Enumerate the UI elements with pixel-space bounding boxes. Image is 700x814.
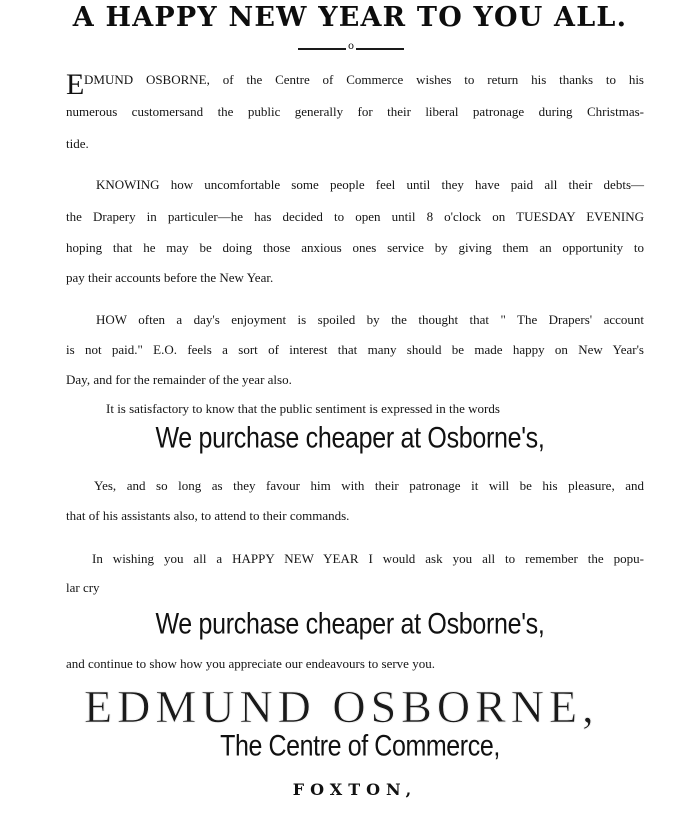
text-line: the Drapery in particuler—he has decided to open until 8 o'clock on TUESDAY EVENING <box>66 209 644 224</box>
text-line: It is satisfactory to know that the public sentiment is expressed in the words <box>106 401 500 416</box>
text-line: that of his assistants also, to attend to their commands. <box>66 508 350 523</box>
slogan-headline: We purchase cheaper at Osborne's, <box>155 607 545 641</box>
text-line: KNOWING how uncomfortable some people feel until they have paid all their debts— <box>96 177 644 192</box>
text-line: DMUND OSBORNE, of the Centre of Commerce wishes to return his thanks to his <box>84 72 644 87</box>
page-title: A HAPPY NEW YEAR TO YOU ALL. <box>72 2 628 33</box>
text-line: tide. <box>66 136 89 151</box>
text-line: In wishing you all a HAPPY NEW YEAR I would ask you all to remember the popu- <box>92 551 644 566</box>
rule-line-right <box>356 48 404 50</box>
slogan-headline: We purchase cheaper at Osborne's, <box>155 421 545 455</box>
text-line: and continue to show how you appreciate our endeavours to serve you. <box>66 656 435 671</box>
text-line: is not paid." E.O. feels a sort of interest that many should be made happy on New Year's <box>66 342 644 357</box>
text-line: hoping that he may be doing those anxious ones service by giving them an opportunity to <box>66 240 644 255</box>
rule-line-left <box>298 48 346 50</box>
text-line: HOW often a day's enjoyment is spoiled by the thought that " The Drapers' account <box>96 312 644 327</box>
drop-cap: E <box>66 68 85 101</box>
text-line: Day, and for the remainder of the year also. <box>66 372 292 387</box>
signature-town: FOXTON, <box>292 780 418 799</box>
text-line: Yes, and so long as they favour him with their patronage it will be his pleasure, and <box>94 478 644 493</box>
rule-mark: o <box>347 41 355 52</box>
signature-name: EDMUND OSBORNE, <box>84 681 599 732</box>
text-line: lar cry <box>66 580 100 595</box>
text-line: pay their accounts before the New Year. <box>66 270 274 285</box>
signature-subtitle: The Centre of Commerce, <box>220 729 500 763</box>
ornamental-rule <box>298 42 404 54</box>
text-line: numerous customersand the public generally for their liberal patronage during Christmas- <box>66 104 644 119</box>
